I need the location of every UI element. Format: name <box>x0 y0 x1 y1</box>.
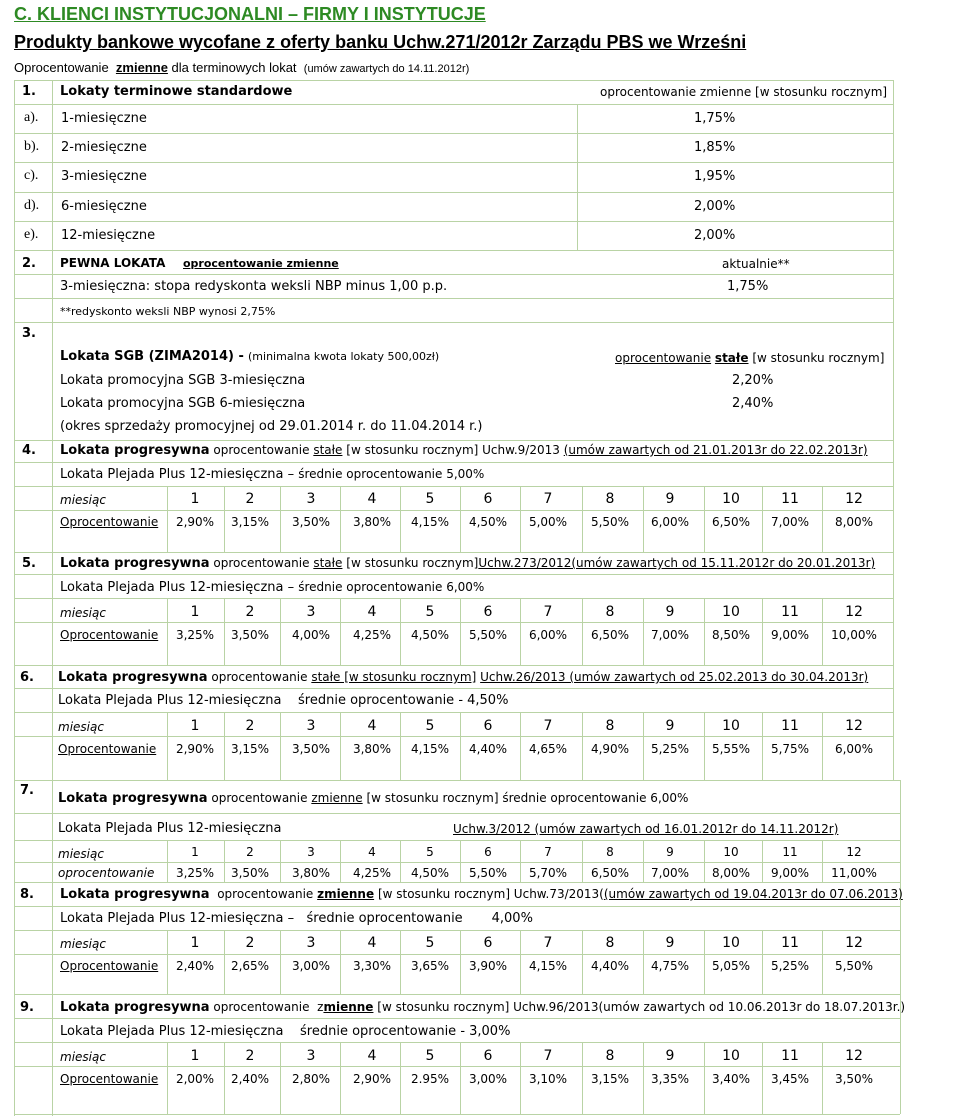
month-number: 1 <box>191 845 199 859</box>
month-number: 7 <box>543 491 553 507</box>
month-number: 5 <box>425 491 435 507</box>
month-number: 2 <box>245 491 255 507</box>
section-1-title: Lokaty terminowe standardowe <box>60 84 293 99</box>
month-rate: 5,00% <box>528 515 568 529</box>
month-rate: 7,00% <box>650 866 690 880</box>
month-rate: 5,50% <box>834 959 874 973</box>
page-subtitle: Oprocentowanie zmienne dla terminowych lokat (umów zawartych do 14.11.2012r) <box>14 60 470 75</box>
grid-line-h <box>14 133 894 134</box>
month-rate: 5,50% <box>468 628 508 642</box>
month-number: 2 <box>245 718 255 734</box>
section-heading: C. KLIENCI INSTYTUCJONALNI – FIRMY I INSTYTUCJE <box>14 4 486 24</box>
grid-line-h <box>14 552 894 553</box>
section-2-title: PEWNA LOKATA <box>60 256 166 270</box>
grid-line-v <box>822 840 823 882</box>
deposit-rate: 2,00% <box>694 199 736 214</box>
grid-line-h <box>14 813 894 814</box>
month-rate: 3,40% <box>711 1072 751 1086</box>
month-number: 5 <box>425 718 435 734</box>
section-8-product: Lokata Plejada Plus 12-miesięczna – średnie oprocentowanie 4,00% <box>60 911 533 926</box>
month-label: miesiąc <box>60 606 106 620</box>
month-number: 3 <box>306 718 316 734</box>
deposit-rate: 1,75% <box>694 111 736 126</box>
month-rate: 2,40% <box>230 1072 270 1086</box>
month-number: 2 <box>246 845 254 859</box>
month-rate: 5,75% <box>770 742 810 756</box>
grid-line-v <box>893 80 894 780</box>
section-3-title: Lokata SGB (ZIMA2014) - (minimalna kwota lokaty 500,00zł) <box>60 349 440 364</box>
month-number: 4 <box>367 1048 377 1064</box>
month-number: 4 <box>367 604 377 620</box>
month-rate: 5,05% <box>711 959 751 973</box>
month-number: 7 <box>543 604 553 620</box>
grid-line-h <box>14 440 894 441</box>
month-rate: 3,15% <box>590 1072 630 1086</box>
month-number: 12 <box>845 1048 863 1064</box>
month-number: 6 <box>484 845 492 859</box>
month-number: 2 <box>245 1048 255 1064</box>
month-label: miesiąc <box>60 493 106 507</box>
section-3-note: oprocentowanie stałe [w stosunku rocznym] <box>615 351 885 365</box>
month-number: 6 <box>483 718 493 734</box>
section-7-uchw: Uchw.3/2012 (umów zawartych od 16.01.2012r do 14.11.2012r) <box>453 822 839 836</box>
month-rate: 3,35% <box>650 1072 690 1086</box>
section-3-row-2-name: Lokata promocyjna SGB 6-miesięczna <box>60 396 306 411</box>
month-number: 6 <box>483 1048 493 1064</box>
month-rate: 3,50% <box>230 866 270 880</box>
month-rate: 3,25% <box>175 628 215 642</box>
month-rate: 3,50% <box>230 628 270 642</box>
month-label: miesiąc <box>58 720 104 734</box>
month-rate: 5,25% <box>650 742 690 756</box>
month-rate: 2,90% <box>175 742 215 756</box>
month-number: 11 <box>781 604 799 620</box>
deposit-term: 6-miesięczne <box>61 199 147 214</box>
month-number: 4 <box>367 935 377 951</box>
month-number: 1 <box>190 491 200 507</box>
deposit-letter: c). <box>24 168 39 183</box>
section-7-product: Lokata Plejada Plus 12-miesięczna <box>58 821 282 836</box>
grid-line-h <box>14 1018 894 1019</box>
section-4-header: Lokata progresywna oprocentowanie stałe [w stosunku rocznym] Uchw.9/2013 (umów zawartych od 21.01.2013r do 22.02.2013r) <box>60 443 868 458</box>
month-number: 10 <box>722 604 740 620</box>
grid-line-v <box>822 1042 823 1114</box>
month-rate: 5,25% <box>770 959 810 973</box>
grid-line-h <box>14 104 894 105</box>
grid-line-h <box>893 862 900 863</box>
section-1-number: 1. <box>22 84 36 99</box>
month-number: 9 <box>665 935 675 951</box>
grid-line-h <box>14 162 894 163</box>
section-7-header: Lokata progresywna oprocentowanie zmienne [w stosunku rocznym] średnie oprocentowanie 6,00% <box>58 791 689 806</box>
month-rate: 3,80% <box>352 742 392 756</box>
month-number: 9 <box>665 718 675 734</box>
month-number: 12 <box>845 935 863 951</box>
grid-line-h <box>14 574 894 575</box>
month-number: 6 <box>483 491 493 507</box>
grid-line-h <box>14 1114 894 1115</box>
grid-line-h <box>893 906 900 907</box>
month-number: 8 <box>605 491 615 507</box>
month-rate: 6,50% <box>590 628 630 642</box>
month-rate: 3,25% <box>175 866 215 880</box>
rate-label: Oprocentowanie <box>60 628 159 642</box>
month-number: 10 <box>723 845 739 859</box>
month-rate: 5,50% <box>468 866 508 880</box>
month-rate: 9,00% <box>770 866 810 880</box>
month-number: 3 <box>307 845 315 859</box>
month-number: 5 <box>425 604 435 620</box>
month-rate: 2,65% <box>230 959 270 973</box>
rate-label: oprocentowanie <box>58 866 155 880</box>
month-rate: 4,90% <box>590 742 630 756</box>
month-rate: 3,90% <box>468 959 508 973</box>
month-rate: 7,00% <box>650 628 690 642</box>
month-rate: 3,80% <box>291 866 331 880</box>
section-7-number: 7. <box>20 783 34 798</box>
month-number: 11 <box>781 718 799 734</box>
rate-label: Oprocentowanie <box>60 959 159 973</box>
section-6-number: 6. <box>20 670 34 685</box>
month-rate: 2,90% <box>175 515 215 529</box>
month-number: 6 <box>483 935 493 951</box>
month-rate: 3,15% <box>230 515 270 529</box>
month-label: miesiąc <box>60 1050 106 1064</box>
month-rate: 6,50% <box>711 515 751 529</box>
month-rate: 2,90% <box>352 1072 392 1086</box>
month-number: 2 <box>245 604 255 620</box>
month-rate: 8,00% <box>834 515 874 529</box>
grid-line-h <box>893 780 900 781</box>
grid-line-h <box>14 274 894 275</box>
month-number: 3 <box>306 491 316 507</box>
month-number: 12 <box>845 718 863 734</box>
grid-line-h <box>893 882 900 883</box>
section-2-rate: 1,75% <box>727 279 769 294</box>
month-label: miesiąc <box>58 847 104 861</box>
month-rate: 3,65% <box>410 959 450 973</box>
month-number: 11 <box>781 935 799 951</box>
month-rate: 5,50% <box>590 515 630 529</box>
month-rate: 3,45% <box>770 1072 810 1086</box>
month-rate: 5,55% <box>711 742 751 756</box>
month-number: 4 <box>368 845 376 859</box>
month-rate: 2,00% <box>175 1072 215 1086</box>
month-rate: 3,50% <box>291 515 331 529</box>
month-rate: 2,80% <box>291 1072 331 1086</box>
section-4-number: 4. <box>22 443 36 458</box>
section-5-number: 5. <box>22 556 36 571</box>
month-rate: 3,00% <box>291 959 331 973</box>
month-number: 9 <box>666 845 674 859</box>
grid-line-h <box>14 192 894 193</box>
grid-line-v <box>822 930 823 994</box>
month-number: 3 <box>306 935 316 951</box>
month-number: 7 <box>543 718 553 734</box>
month-number: 8 <box>605 1048 615 1064</box>
month-number: 8 <box>605 718 615 734</box>
month-rate: 11,00% <box>831 866 877 880</box>
deposit-term: 3-miesięczne <box>61 169 147 184</box>
deposit-term: 2-miesięczne <box>61 140 147 155</box>
grid-line-h <box>14 221 894 222</box>
section-9-product: Lokata Plejada Plus 12-miesięczna średnie oprocentowanie - 3,00% <box>60 1024 511 1039</box>
grid-line-h <box>893 840 900 841</box>
grid-line-h <box>893 954 900 955</box>
grid-line-h <box>893 1042 900 1043</box>
grid-line-h <box>893 1018 900 1019</box>
section-2-note: oprocentowanie zmienne <box>183 257 339 270</box>
month-number: 12 <box>845 491 863 507</box>
month-number: 11 <box>781 491 799 507</box>
month-number: 1 <box>190 1048 200 1064</box>
section-5-header: Lokata progresywna oprocentowanie stałe [w stosunku rocznym]Uchw.273/2012(umów zawartych od 15.11.2012r do 20.01.2013r) <box>60 556 876 571</box>
month-rate: 6,00% <box>650 515 690 529</box>
month-number: 5 <box>425 935 435 951</box>
section-4-product: Lokata Plejada Plus 12-miesięczna – średnie oprocentowanie 5,00% <box>60 467 485 482</box>
section-2-number: 2. <box>22 256 36 271</box>
grid-line-h <box>14 665 894 666</box>
month-number: 5 <box>426 845 434 859</box>
month-rate: 4,25% <box>352 628 392 642</box>
month-rate: 4,15% <box>528 959 568 973</box>
section-6-product: Lokata Plejada Plus 12-miesięczna średnie oprocentowanie - 4,50% <box>58 693 509 708</box>
grid-line-v <box>822 486 823 552</box>
month-number: 1 <box>190 935 200 951</box>
month-number: 7 <box>543 935 553 951</box>
month-rate: 4,50% <box>410 628 450 642</box>
month-number: 3 <box>306 604 316 620</box>
month-rate: 4,40% <box>468 742 508 756</box>
grid-line-h <box>893 994 900 995</box>
grid-line-h <box>14 322 894 323</box>
deposit-term: 12-miesięczne <box>61 228 156 243</box>
month-rate: 4,25% <box>352 866 392 880</box>
month-rate: 9,00% <box>770 628 810 642</box>
deposit-letter: a). <box>24 110 39 125</box>
month-number: 10 <box>722 718 740 734</box>
month-rate: 4,65% <box>528 742 568 756</box>
grid-line-v <box>822 598 823 665</box>
rate-label: Oprocentowanie <box>60 1072 159 1086</box>
month-rate: 3,50% <box>834 1072 874 1086</box>
section-3-number: 3. <box>22 326 36 341</box>
month-rate: 4,00% <box>291 628 331 642</box>
month-number: 7 <box>544 845 552 859</box>
rate-label: Oprocentowanie <box>58 742 157 756</box>
grid-line-h <box>14 250 894 251</box>
section-8-number: 8. <box>20 887 34 902</box>
month-number: 1 <box>190 718 200 734</box>
month-number: 3 <box>306 1048 316 1064</box>
month-number: 8 <box>605 935 615 951</box>
month-rate: 8,00% <box>711 866 751 880</box>
month-rate: 3,15% <box>230 742 270 756</box>
month-rate: 2,40% <box>175 959 215 973</box>
deposit-rate: 1,85% <box>694 140 736 155</box>
month-rate: 4,15% <box>410 515 450 529</box>
month-number: 2 <box>245 935 255 951</box>
grid-line-v <box>900 780 901 1114</box>
month-rate: 3,30% <box>352 959 392 973</box>
deposit-rate: 1,95% <box>694 169 736 184</box>
month-rate: 4,15% <box>410 742 450 756</box>
deposit-term: 1-miesięczne <box>61 111 147 126</box>
grid-line-h <box>14 906 894 907</box>
grid-line-h <box>14 462 894 463</box>
month-number: 9 <box>665 491 675 507</box>
section-1-note: oprocentowanie zmienne [w stosunku rocznym] <box>600 85 888 99</box>
grid-line-v <box>822 712 823 780</box>
month-number: 8 <box>605 604 615 620</box>
section-2-line: 3-miesięczna: stopa redyskonta weksli NBP minus 1,00 p.p. <box>60 279 448 294</box>
section-2-right: aktualnie** <box>722 257 790 271</box>
month-number: 8 <box>606 845 614 859</box>
month-number: 9 <box>665 1048 675 1064</box>
month-number: 4 <box>367 491 377 507</box>
page-title: Produkty bankowe wycofane z oferty banku Uchw.271/2012r Zarządu PBS we Wrześni <box>14 32 747 52</box>
grid-line-h <box>893 1066 900 1067</box>
month-rate: 8,50% <box>711 628 751 642</box>
month-number: 6 <box>483 604 493 620</box>
month-rate: 3,80% <box>352 515 392 529</box>
month-number: 1 <box>190 604 200 620</box>
month-rate: 4,40% <box>590 959 630 973</box>
section-6-header: Lokata progresywna oprocentowanie stałe [w stosunku rocznym] Uchw.26/2013 (umów zawartych od 25.02.2013 do 30.04.2013r) <box>58 670 869 685</box>
deposit-letter: e). <box>24 227 39 242</box>
deposit-letter: b). <box>24 139 40 154</box>
month-number: 12 <box>845 604 863 620</box>
section-9-number: 9. <box>20 1000 34 1015</box>
month-rate: 7,00% <box>770 515 810 529</box>
section-9-header: Lokata progresywna oprocentowanie zmienne [w stosunku rocznym] Uchw.96/2013(umów zawartych od 10.06.2013r do 18.07.2013r.) <box>60 1000 906 1015</box>
month-number: 5 <box>425 1048 435 1064</box>
deposit-letter: d). <box>24 198 40 213</box>
month-rate: 5,70% <box>528 866 568 880</box>
grid-line-h <box>893 1114 900 1115</box>
section-5-product: Lokata Plejada Plus 12-miesięczna – średnie oprocentowanie 6,00% <box>60 580 485 595</box>
month-number: 7 <box>543 1048 553 1064</box>
month-number: 9 <box>665 604 675 620</box>
rate-label: Oprocentowanie <box>60 515 159 529</box>
month-label: miesiąc <box>60 937 106 951</box>
month-number: 4 <box>367 718 377 734</box>
month-number: 10 <box>722 491 740 507</box>
month-rate: 3,00% <box>468 1072 508 1086</box>
month-number: 10 <box>722 1048 740 1064</box>
month-number: 12 <box>846 845 862 859</box>
month-rate: 6,00% <box>834 742 874 756</box>
grid-line-h <box>14 298 894 299</box>
month-rate: 3,10% <box>528 1072 568 1086</box>
section-3-row-1-rate: 2,20% <box>732 373 774 388</box>
month-number: 11 <box>782 845 798 859</box>
grid-line-h <box>14 780 894 781</box>
grid-line-h <box>14 994 894 995</box>
deposit-rate: 2,00% <box>694 228 736 243</box>
grid-line-h <box>14 688 894 689</box>
section-3-period: (okres sprzedaży promocyjnej od 29.01.2014 r. do 11.04.2014 r.) <box>60 419 483 434</box>
month-rate: 6,00% <box>528 628 568 642</box>
section-2-footnote: **redyskonto weksli NBP wynosi 2,75% <box>60 305 276 318</box>
grid-line-h <box>14 882 894 883</box>
month-number: 10 <box>722 935 740 951</box>
section-3-row-2-rate: 2,40% <box>732 396 774 411</box>
month-rate: 4,50% <box>468 515 508 529</box>
month-rate: 6,50% <box>590 866 630 880</box>
grid-line-v <box>577 104 578 250</box>
month-rate: 3,50% <box>291 742 331 756</box>
grid-line-h <box>14 80 894 81</box>
section-3-row-1-name: Lokata promocyjna SGB 3-miesięczna <box>60 373 306 388</box>
section-8-header: Lokata progresywna oprocentowanie zmienne [w stosunku rocznym] Uchw.73/2013((umów zawartych od 19.04.2013r do 07.06.2013) <box>60 887 903 902</box>
month-rate: 2.95% <box>410 1072 450 1086</box>
month-rate: 4,75% <box>650 959 690 973</box>
month-number: 11 <box>781 1048 799 1064</box>
month-rate: 4,50% <box>410 866 450 880</box>
grid-line-h <box>893 930 900 931</box>
month-rate: 10,00% <box>831 628 877 642</box>
grid-line-h <box>893 813 900 814</box>
